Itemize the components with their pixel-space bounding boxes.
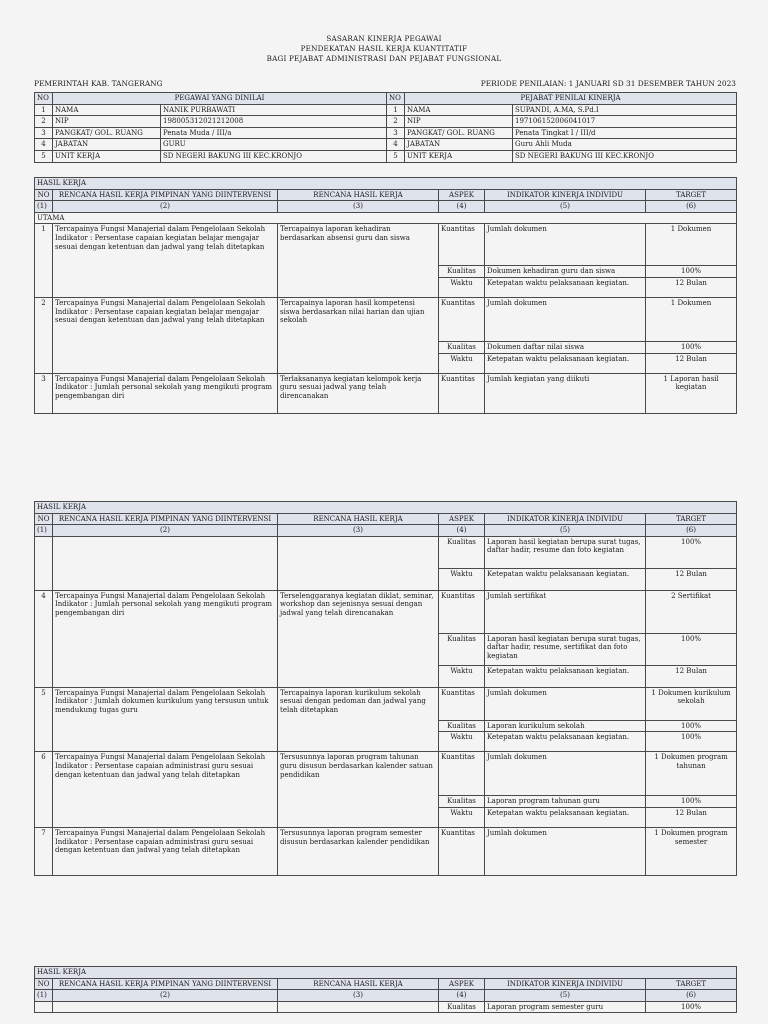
aspek-waktu: Waktu xyxy=(439,568,485,590)
aspek-kualitas: Kualitas xyxy=(439,536,485,568)
identity-row xyxy=(35,104,737,116)
target: 12 Bulan xyxy=(646,665,737,687)
aspek-kuantitas: Kuantitas xyxy=(439,297,485,341)
page-break xyxy=(0,422,768,500)
target: 100% xyxy=(646,536,737,568)
item-row xyxy=(35,827,737,875)
target: 1 Dokumen program semester xyxy=(646,827,737,875)
page-break xyxy=(0,886,768,966)
item-rencana: Terselenggaranya kegiatan diklat, seminar, workshop dan sejenisnya sesuai dengan jadwal yang telah direncanakan xyxy=(278,590,439,687)
aspek-waktu: Waktu xyxy=(439,732,485,752)
pegawai-jabatan: GURU xyxy=(161,139,387,151)
row-label: PANGKAT/ GOL. RUANG xyxy=(405,127,513,139)
target: 100% xyxy=(646,266,737,278)
indikator: Ketepatan waktu pelaksanaan kegiatan. xyxy=(485,665,646,687)
col-number: (6) xyxy=(646,990,737,1002)
col-header-indikator: INDIKATOR KINERJA INDIVIDU xyxy=(485,978,646,990)
col-number: (2) xyxy=(53,201,278,213)
col-header-aspek: ASPEK xyxy=(439,978,485,990)
target: 1 Dokumen xyxy=(646,297,737,341)
col-header-rencana: RENCANA HASIL KERJA xyxy=(278,978,439,990)
item-pimpinan: Tercapainya Fungsi Manajerial dalam Pengelolaan Sekolah Indikator : Jumlah personal sekolah yang mengikuti program pengembangan diri xyxy=(53,373,278,413)
row-label: JABATAN xyxy=(53,139,161,151)
penilai-nip: 197106152006041017 xyxy=(513,116,737,128)
item-row xyxy=(35,687,737,720)
item-pimpinan: Tercapainya Fungsi Manajerial dalam Pengelolaan Sekolah Indikator : Persentase capaian administrasi guru sesuai dengan ketentuan dan jadwal yang telah ditetapkan xyxy=(53,827,278,875)
col-header-rencana: RENCANA HASIL KERJA xyxy=(278,189,439,201)
col-header-rencana: RENCANA HASIL KERJA xyxy=(278,513,439,525)
aspek-waktu: Waktu xyxy=(439,665,485,687)
item-row xyxy=(35,297,737,341)
section-hasil-kerja: HASIL KERJA xyxy=(35,967,737,979)
item-pimpinan: Tercapainya Fungsi Manajerial dalam Pengelolaan Sekolah Indikator : Persentase capaian administrasi guru sesuai dengan ketentuan dan jadwal yang telah ditetapkan xyxy=(53,752,278,828)
target: 100% xyxy=(646,796,737,808)
row-label: NIP xyxy=(53,116,161,128)
indikator: Jumlah dokumen xyxy=(485,297,646,341)
indikator: Ketepatan waktu pelaksanaan kegiatan. xyxy=(485,807,646,827)
col-header-aspek: ASPEK xyxy=(439,513,485,525)
col-header-pimpinan: RENCANA HASIL KERJA PIMPINAN YANG DIINTERVENSI xyxy=(53,189,278,201)
indikator: Jumlah dokumen xyxy=(485,752,646,796)
identity-row xyxy=(35,116,737,128)
indikator: Laporan program semester guru xyxy=(485,1001,646,1013)
item-no: 3 xyxy=(35,373,53,413)
aspek-kualitas: Kualitas xyxy=(439,266,485,278)
col-number: (1) xyxy=(35,525,53,537)
item-pimpinan: Tercapainya Fungsi Manajerial dalam Pengelolaan Sekolah Indikator : Persentase capaian kegiatan belajar mengajar sesuai dengan ketentuan dan jadwal yang telah ditetapkan xyxy=(53,297,278,373)
col-number: (5) xyxy=(485,525,646,537)
target: 100% xyxy=(646,341,737,353)
target: 100% xyxy=(646,720,737,732)
col-header-target: TARGET xyxy=(646,189,737,201)
col-number: (4) xyxy=(439,201,485,213)
pegawai-header: PEGAWAI YANG DINILAI xyxy=(53,93,387,105)
item-no-continued xyxy=(35,536,53,590)
row-no: 5 xyxy=(387,150,405,162)
item-no: 2 xyxy=(35,297,53,373)
col-number: (1) xyxy=(35,990,53,1002)
row-label: PANGKAT/ GOL. RUANG xyxy=(53,127,161,139)
indikator: Dokumen daftar nilai siswa xyxy=(485,341,646,353)
target: 100% xyxy=(646,732,737,752)
penilai-pangkat: Penata Tingkat I / III/d xyxy=(513,127,737,139)
pegawai-pangkat: Penata Muda / III/a xyxy=(161,127,387,139)
document-title xyxy=(0,34,768,64)
item-no: 4 xyxy=(35,590,53,687)
identity-row xyxy=(35,127,737,139)
indikator: Ketepatan waktu pelaksanaan kegiatan. xyxy=(485,732,646,752)
penilai-jabatan: Guru Ahli Muda xyxy=(513,139,737,151)
section-hasil-kerja: HASIL KERJA xyxy=(35,502,737,514)
row-no: 3 xyxy=(387,127,405,139)
indikator: Laporan hasil kegiatan berupa surat tugas, daftar hadir, resume dan foto kegiatan xyxy=(485,536,646,568)
col-number: (5) xyxy=(485,990,646,1002)
aspek-waktu: Waktu xyxy=(439,353,485,373)
target: 2 Sertifikat xyxy=(646,590,737,633)
target: 12 Bulan xyxy=(646,353,737,373)
row-label: NAMA xyxy=(405,104,513,116)
indikator: Jumlah dokumen xyxy=(485,827,646,875)
aspek-kuantitas: Kuantitas xyxy=(439,827,485,875)
item-rencana: Tercapainya laporan hasil kompetensi siswa berdasarkan nilai harian dan ujian sekolah xyxy=(278,297,439,373)
item-row xyxy=(35,590,737,633)
aspek-kuantitas: Kuantitas xyxy=(439,373,485,413)
title-line-1: SASARAN KINERJA PEGAWAI xyxy=(326,34,442,43)
col-number: (3) xyxy=(278,201,439,213)
item-pimpinan: Tercapainya Fungsi Manajerial dalam Pengelolaan Sekolah Indikator : Jumlah dokumen kurikulum yang tersusun untuk mendukung tugas guru xyxy=(53,687,278,752)
target: 12 Bulan xyxy=(646,568,737,590)
row-no: 1 xyxy=(387,104,405,116)
item-row xyxy=(35,373,737,413)
row-label: NAMA xyxy=(53,104,161,116)
aspek-kualitas: Kualitas xyxy=(439,720,485,732)
item-row xyxy=(35,752,737,796)
indikator: Laporan program tahunan guru xyxy=(485,796,646,808)
col-number: (2) xyxy=(53,525,278,537)
item-rencana: Tersusunnya laporan program tahunan guru disusun berdasarkan kalender satuan pendidikan xyxy=(278,752,439,828)
target: 1 Laporan hasil kegiatan xyxy=(646,373,737,413)
indikator: Jumlah kegiatan yang diikuti xyxy=(485,373,646,413)
item-pimpinan-continued xyxy=(53,536,278,590)
target: 12 Bulan xyxy=(646,807,737,827)
row-label: NIP xyxy=(405,116,513,128)
penilai-nama: SUPANDI, A.MA, S.Pd.I xyxy=(513,104,737,116)
pegawai-nama: NANIK PURBAWATI xyxy=(161,104,387,116)
item-no: 6 xyxy=(35,752,53,828)
row-no: 2 xyxy=(35,116,53,128)
item-no: 1 xyxy=(35,224,53,298)
item-pimpinan: Tercapainya Fungsi Manajerial dalam Pengelolaan Sekolah Indikator : Persentase capaian kegiatan belajar mengajar sesuai dengan ketentuan dan jadwal yang telah ditetapkan xyxy=(53,224,278,298)
row-no: 2 xyxy=(387,116,405,128)
row-no: 4 xyxy=(35,139,53,151)
item-pimpinan-continued xyxy=(53,1001,278,1013)
aspek-kuantitas: Kuantitas xyxy=(439,590,485,633)
identity-row xyxy=(35,139,737,151)
row-label: UNIT KERJA xyxy=(53,150,161,162)
hasil-kerja-table-2 xyxy=(34,501,737,876)
aspek-kualitas: Kualitas xyxy=(439,341,485,353)
item-no-continued xyxy=(35,1001,53,1013)
col-number: (3) xyxy=(278,990,439,1002)
identity-table xyxy=(34,92,737,163)
col-number: (2) xyxy=(53,990,278,1002)
aspek-kuantitas: Kuantitas xyxy=(439,224,485,266)
item-no: 7 xyxy=(35,827,53,875)
indikator: Ketepatan waktu pelaksanaan kegiatan. xyxy=(485,277,646,297)
col-no-right: NO xyxy=(387,93,405,105)
col-no-left: NO xyxy=(35,93,53,105)
item-rencana-continued xyxy=(278,1001,439,1013)
aspek-kualitas: Kualitas xyxy=(439,1001,485,1013)
target: 100% xyxy=(646,633,737,665)
item-row xyxy=(35,224,737,266)
indikator: Jumlah sertifikat xyxy=(485,590,646,633)
target: 1 Dokumen program tahunan xyxy=(646,752,737,796)
target: 100% xyxy=(646,1001,737,1013)
aspek-waktu: Waktu xyxy=(439,807,485,827)
col-header-no: NO xyxy=(35,513,53,525)
item-rencana: Tercapainya laporan kurikulum sekolah sesuai dengan pedoman dan jadwal yang telah ditetapkan xyxy=(278,687,439,752)
penilai-header: PEJABAT PENILAI KINERJA xyxy=(405,93,737,105)
target: 1 Dokumen kurikulum sekolah xyxy=(646,687,737,720)
col-number: (3) xyxy=(278,525,439,537)
row-label: UNIT KERJA xyxy=(405,150,513,162)
col-number: (1) xyxy=(35,201,53,213)
aspek-kuantitas: Kuantitas xyxy=(439,687,485,720)
col-header-no: NO xyxy=(35,978,53,990)
instansi-label: PEMERINTAH KAB. TANGERANG xyxy=(34,79,163,88)
aspek-kualitas: Kualitas xyxy=(439,796,485,808)
col-number: (4) xyxy=(439,990,485,1002)
title-line-2: PENDEKATAN HASIL KERJA KUANTITATIF xyxy=(300,44,468,53)
indikator: Jumlah dokumen xyxy=(485,224,646,266)
indikator: Laporan kurikulum sekolah xyxy=(485,720,646,732)
hasil-kerja-table-3 xyxy=(34,966,737,1013)
aspek-kuantitas: Kuantitas xyxy=(439,752,485,796)
periode-label: PERIODE PENILAIAN: 1 JANUARI SD 31 DESEMBER TAHUN 2023 xyxy=(480,79,736,88)
pegawai-nip: 198005312021212008 xyxy=(161,116,387,128)
item-no: 5 xyxy=(35,687,53,752)
col-header-aspek: ASPEK xyxy=(439,189,485,201)
target: 12 Bulan xyxy=(646,277,737,297)
col-header-indikator: INDIKATOR KINERJA INDIVIDU xyxy=(485,189,646,201)
col-header-pimpinan: RENCANA HASIL KERJA PIMPINAN YANG DIINTERVENSI xyxy=(53,978,278,990)
col-number: (6) xyxy=(646,201,737,213)
target: 1 Dokumen xyxy=(646,224,737,266)
col-header-target: TARGET xyxy=(646,978,737,990)
indikator: Jumlah dokumen xyxy=(485,687,646,720)
row-no: 4 xyxy=(387,139,405,151)
indikator: Laporan hasil kegiatan berupa surat tugas, daftar hadir, resume, sertifikat dan foto kegiatan xyxy=(485,633,646,665)
hasil-kerja-table-1 xyxy=(34,177,737,414)
col-header-indikator: INDIKATOR KINERJA INDIVIDU xyxy=(485,513,646,525)
item-rencana: Tersusunnya laporan program semester disusun berdasarkan kalender pendidikan xyxy=(278,827,439,875)
section-utama: UTAMA xyxy=(35,212,737,224)
row-no: 1 xyxy=(35,104,53,116)
aspek-waktu: Waktu xyxy=(439,277,485,297)
row-no: 5 xyxy=(35,150,53,162)
col-header-no: NO xyxy=(35,189,53,201)
item-rencana: Terlaksananya kegiatan kelompok kerja guru sesuai jadwal yang telah direncanakan xyxy=(278,373,439,413)
indikator: Ketepatan waktu pelaksanaan kegiatan. xyxy=(485,353,646,373)
identity-row xyxy=(35,150,737,162)
row-label: JABATAN xyxy=(405,139,513,151)
col-number: (6) xyxy=(646,525,737,537)
row-no: 3 xyxy=(35,127,53,139)
penilai-unit: SD NEGERI BAKUNG III KEC.KRONJO xyxy=(513,150,737,162)
col-header-pimpinan: RENCANA HASIL KERJA PIMPINAN YANG DIINTERVENSI xyxy=(53,513,278,525)
section-hasil-kerja: HASIL KERJA xyxy=(35,178,737,190)
col-number: (5) xyxy=(485,201,646,213)
title-line-3: BAGI PEJABAT ADMINISTRASI DAN PEJABAT FUNGSIONAL xyxy=(266,54,502,63)
item-rencana-continued xyxy=(278,536,439,590)
item-pimpinan: Tercapainya Fungsi Manajerial dalam Pengelolaan Sekolah Indikator : Jumlah personal sekolah yang mengikuti program pengembangan diri xyxy=(53,590,278,687)
item-rencana: Tercapainya laporan kehadiran berdasarkan absensi guru dan siswa xyxy=(278,224,439,298)
aspek-kualitas: Kualitas xyxy=(439,633,485,665)
identity-header-row xyxy=(35,93,737,105)
col-number: (4) xyxy=(439,525,485,537)
indikator: Dokumen kehadiran guru dan siswa xyxy=(485,266,646,278)
indikator: Ketepatan waktu pelaksanaan kegiatan. xyxy=(485,568,646,590)
col-header-target: TARGET xyxy=(646,513,737,525)
pegawai-unit: SD NEGERI BAKUNG III KEC.KRONJO xyxy=(161,150,387,162)
